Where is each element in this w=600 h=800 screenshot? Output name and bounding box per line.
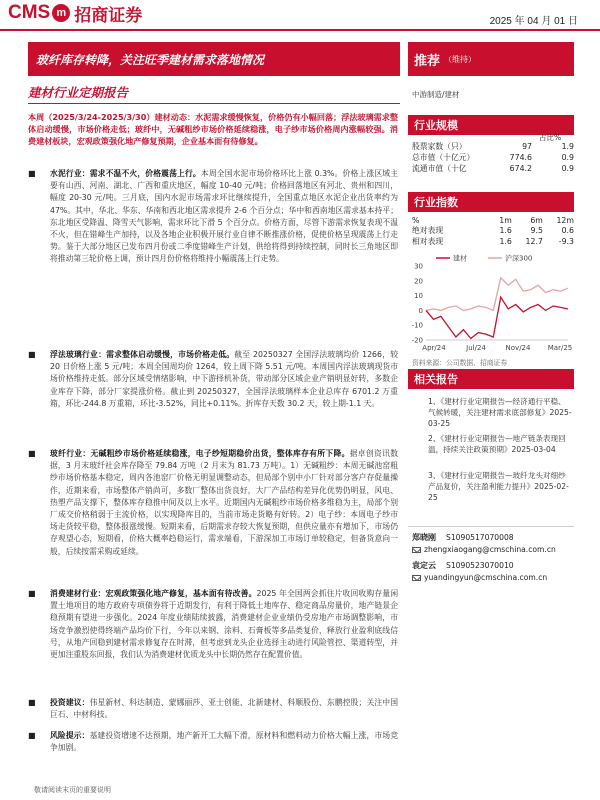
related-report-text: 2、《建材行业定期报告—地产链条表现回温，持续关注政策预期》2025-03-04 <box>428 434 566 454</box>
index-table <box>412 215 574 247</box>
index-header: 6m <box>530 215 543 225</box>
index-row <box>412 225 574 236</box>
scale-row <box>412 141 574 152</box>
chart-source: 资料来源：公司数据、招商证券 <box>412 359 508 367</box>
recommendation-label: 推荐 <box>414 53 441 69</box>
paragraph-heading: 风险提示： <box>50 731 90 740</box>
index-row <box>412 236 574 247</box>
report-title-banner: 玻纤库存转降，关注旺季建材需求落地情况 <box>28 42 400 76</box>
recommendation-box <box>408 42 574 76</box>
index-label: 绝对表现 <box>412 226 444 235</box>
legend-label: 沪深300 <box>505 254 533 263</box>
bullet-icon: ■ <box>28 449 36 458</box>
index-header-row <box>412 215 574 225</box>
scale-value: 674.2 <box>509 164 532 173</box>
scale-row <box>412 163 574 174</box>
scale-pct: 0.9 <box>561 164 574 173</box>
paragraph-body <box>50 730 398 754</box>
section-title-related: 相关报告 <box>408 369 574 389</box>
header-divider <box>0 29 600 31</box>
y-tick-label: 0 <box>418 306 423 315</box>
company-logo <box>8 2 142 24</box>
x-tick-label: Apr/24 <box>422 344 446 352</box>
paragraph-heading: 水泥行业：需求不温不火，价格震荡上行。 <box>50 169 201 178</box>
related-report-item[interactable] <box>414 396 572 429</box>
bullet-icon: ■ <box>28 169 36 178</box>
paragraph-text: 2025 年全国两会抓住片收回收购存量闲置土地项目的地方政府专项债券将于近期发行，有利于降低土地库存、稳定商品房量价，地产链景企稳预期有望进一步强化。2024 年度业绩陆续披露，消费建材企业业绩仍受房地产市场调整影响，市场竞争激烈使得终端产品均价下行，今年以来钢、涂料、石膏板等多品类复价，释放行业盈利底线信号，从地产回稳到建材需求修复存在时滞，但考虑到龙头企业选择主动进行风险管控、渠道转型，并更加注重股东回报，我们认为消费建材优质龙头中长期仍然存在配置价值。 <box>50 589 398 660</box>
chart-legend <box>436 254 532 263</box>
report-subtitle: 建材行业定期报告 <box>28 85 129 100</box>
bullet-icon: ■ <box>28 698 36 707</box>
bullet-icon: ■ <box>28 350 36 359</box>
scale-label: 流通市值（十亿 <box>412 164 467 173</box>
analyst-email[interactable]: yuandingyun@cmschina.com.cn <box>424 573 548 582</box>
paragraph-text: 本周全国水泥市场价格环比上涨 0.3%。价格上涨区域主要有山西、河南、湖北、广西和重庆地区，幅度 10-40 元/吨；价格回落地区有河北、贵州和四川，幅度 20-30 元/吨。三月底，国内水泥市场需求环比继续提升，全国重点地区水泥企业出货率约为 47%。其中，华北、华东、华南和西北地区需求提升 2-6 个百分点；华中和西南地区需求基本持平；东北地区受降温、降雪天气影响，需求环比下滑 5 个百分点。价格方面，尽管下游需求恢复表现不温不火，但在错峰生产加持，以及各地企业积极开展行业自律不断推涨价格，促使价格呈现震荡上行走势。鉴于大部分地区已发布四月份或二季度错峰生产计划，供给将得到持续控制，同时长三角地区即将推动第三轮价格上调，预计四月份价格将维持小幅震荡上行走势。 <box>50 169 398 264</box>
bullet-icon: ■ <box>28 589 36 598</box>
index-value: 9.5 <box>530 226 543 235</box>
scale-table <box>412 141 574 174</box>
paragraph-text: 据卓创资讯数据，3 月末玻纤社会库存降至 79.84 万吨（2 月末为 81.73 万吨）。1）无碱粗纱：本周无碱池窑粗纱市场价格基本稳定，周内各池窑厂价格无明显调整动态，但局部个别中小厂针对部分客户存促量操作，近期来看，市场整体产销尚可，多数厂整体出货良好，大厂产品结构差异化优势仍明显，风电、热塑产品支撑下，整体库存稳推中间及以上水平。近期国内无碱粗纱市场价格多维稳为主，局部个别厂成交价格稍弱于主流价格，以实现降库目的，当前市场走货略有好转。2）电子纱：本周电子纱市场走货较平稳，整体报涨缓慢。短期来看，后期需求存较大恢复预期，但供应量亦有增加下，市场仍存观望心态，短期看，价格大概率趋稳运行，需求端看，下游深加工市场订单较稳定，但备货意向一般，后续按需采购或延续。 <box>50 449 398 556</box>
analyst-id: S1090517070008 <box>446 533 514 542</box>
logo-badge-icon: m <box>52 4 70 22</box>
paragraph-text: 截至 20250327 全国浮法玻璃均价 1266，较 20 日价格上涨 5 元/吨；本周全国周均价 1264，较上周下降 5.51 元/吨。本周国内浮法玻璃现货市场价格维持走低。部分区域受情绪影响，中下游择机补货，带动部分区域企业产销明显好转，多数企业库存下降，部分厂家提涨价格。截止到 20250327，全国浮法玻璃样本企业总库存 6701.2 万重箱，环比-244.8 万重箱，环比-3.52%，同比+0.11%。折库存天数 30.2 天，较上期-1.1 天。 <box>50 350 399 408</box>
y-tick-label: -20 <box>411 336 423 345</box>
footer-note: 敬请阅读末页的重要说明 <box>34 786 111 794</box>
y-tick-label: -10 <box>411 321 423 330</box>
x-tick-label: Nov/24 <box>505 344 531 352</box>
index-chart <box>408 252 574 356</box>
logo-chinese: 招商证券 <box>74 5 143 26</box>
paragraph-body <box>50 697 398 721</box>
paragraph-body <box>50 349 398 410</box>
body-paragraph <box>28 168 398 266</box>
analyst-card <box>412 532 556 554</box>
index-label: 相对表现 <box>412 237 444 246</box>
weekly-summary: 本周（2025/3/24-2025/3/30）建材动态：水泥需求缓慢恢复，价格仍有小幅回落；浮法玻璃需求整体启动缓慢，市场价格走低；玻纤中，无碱粗纱市场价格延续稳涨，电子纱市场价格周内涨幅较强。消费建材板块，宏观政策强化地产修复预期，企业基本面有待修复。 <box>28 112 398 146</box>
bullet-icon: ■ <box>28 731 36 740</box>
index-value: 12.7 <box>525 237 543 246</box>
body-paragraph <box>28 588 398 661</box>
section-title-scale: 行业规模 <box>408 115 574 135</box>
y-tick-label: 30 <box>414 262 423 271</box>
y-tick-label: 20 <box>414 277 423 286</box>
scale-value: 774.6 <box>509 153 532 162</box>
scale-value: 97 <box>522 142 532 151</box>
index-header: % <box>412 215 420 225</box>
related-report-item[interactable] <box>414 470 572 503</box>
scale-pct: 0.9 <box>561 153 574 162</box>
index-header: 1m <box>499 215 512 225</box>
mail-icon <box>412 575 421 581</box>
related-report-text: 3、《建材行业定期报告—玻纤龙头对细纱产品复价，关注盈利能力提升》2025-02-25 <box>428 471 569 502</box>
analyst-id: S1090523070010 <box>446 561 514 570</box>
paragraph-heading: 消费建材行业：宏观政策强化地产修复，基本面有待改善。 <box>50 589 257 598</box>
scale-pct: 1.9 <box>561 142 574 151</box>
y-tick-label: 10 <box>414 292 423 301</box>
paragraph-heading: 浮法玻璃行业：需求整体启动缓慢，市场价格走低。 <box>50 350 235 359</box>
paragraph-heading: 投资建议： <box>50 698 90 707</box>
analyst-name: 袁定云 <box>412 561 436 570</box>
logo-latin: CMS <box>8 2 51 23</box>
scale-row <box>412 152 574 163</box>
related-report-item[interactable] <box>414 433 572 455</box>
series-line <box>426 278 568 311</box>
paragraph-text: 基建投资增速不达预期，地产新开工大幅下滑，原材料和燃料动力价格大幅上涨，市场竞争加剧。 <box>50 731 398 753</box>
x-tick-label: Mar/25 <box>547 344 573 352</box>
analyst-email[interactable]: zhengxiaogang@cmschina.com.cn <box>424 545 556 554</box>
chart-series <box>426 278 568 339</box>
section-title-index: 行业指数 <box>408 192 574 212</box>
index-value: 1.6 <box>499 237 512 246</box>
subtitle-divider <box>28 103 400 104</box>
scale-label: 总市值（十亿元） <box>412 153 475 162</box>
paragraph-body <box>50 588 398 661</box>
body-paragraph <box>28 730 398 754</box>
pct-header: 占比% <box>539 133 562 142</box>
industry-label: 中游制造/建材 <box>412 90 460 99</box>
related-report-text: 1、《建材行业定期报告—经济通行平稳、气候转暖，关注建材需求底部修复》2025-03-25 <box>428 397 572 428</box>
body-paragraph <box>28 349 398 410</box>
paragraph-body <box>50 168 398 266</box>
index-value: -9.3 <box>558 237 574 246</box>
index-header: 12m <box>556 215 574 225</box>
index-value: 1.6 <box>499 226 512 235</box>
analyst-name: 郑晓刚 <box>412 533 436 542</box>
analyst-divider <box>408 526 574 527</box>
mail-icon <box>412 547 421 553</box>
recommendation-sub: （维持） <box>444 54 477 64</box>
paragraph-heading: 玻纤行业：无碱粗纱市场价格延续稳涨，电子纱短期稳价出货，整体库存有所下降。 <box>50 449 350 458</box>
paragraph-body <box>50 448 398 558</box>
report-date: 2025 年 04 月 01 日 <box>489 16 578 27</box>
x-tick-label: Jul/24 <box>466 344 486 352</box>
legend-label: 建材 <box>453 254 467 263</box>
body-paragraph <box>28 697 398 721</box>
analyst-card <box>412 560 547 582</box>
scale-label: 股票家数（只） <box>412 142 467 151</box>
body-paragraph <box>28 448 398 558</box>
paragraph-text: 伟星新材、科达制造、蒙娜丽莎、亚士创能、北新建材、科顺股份、东鹏控股；关注中国巨石、中材科技。 <box>50 698 398 720</box>
index-value: 0.6 <box>561 226 574 235</box>
chart-axes <box>412 263 573 353</box>
series-line <box>426 297 568 338</box>
